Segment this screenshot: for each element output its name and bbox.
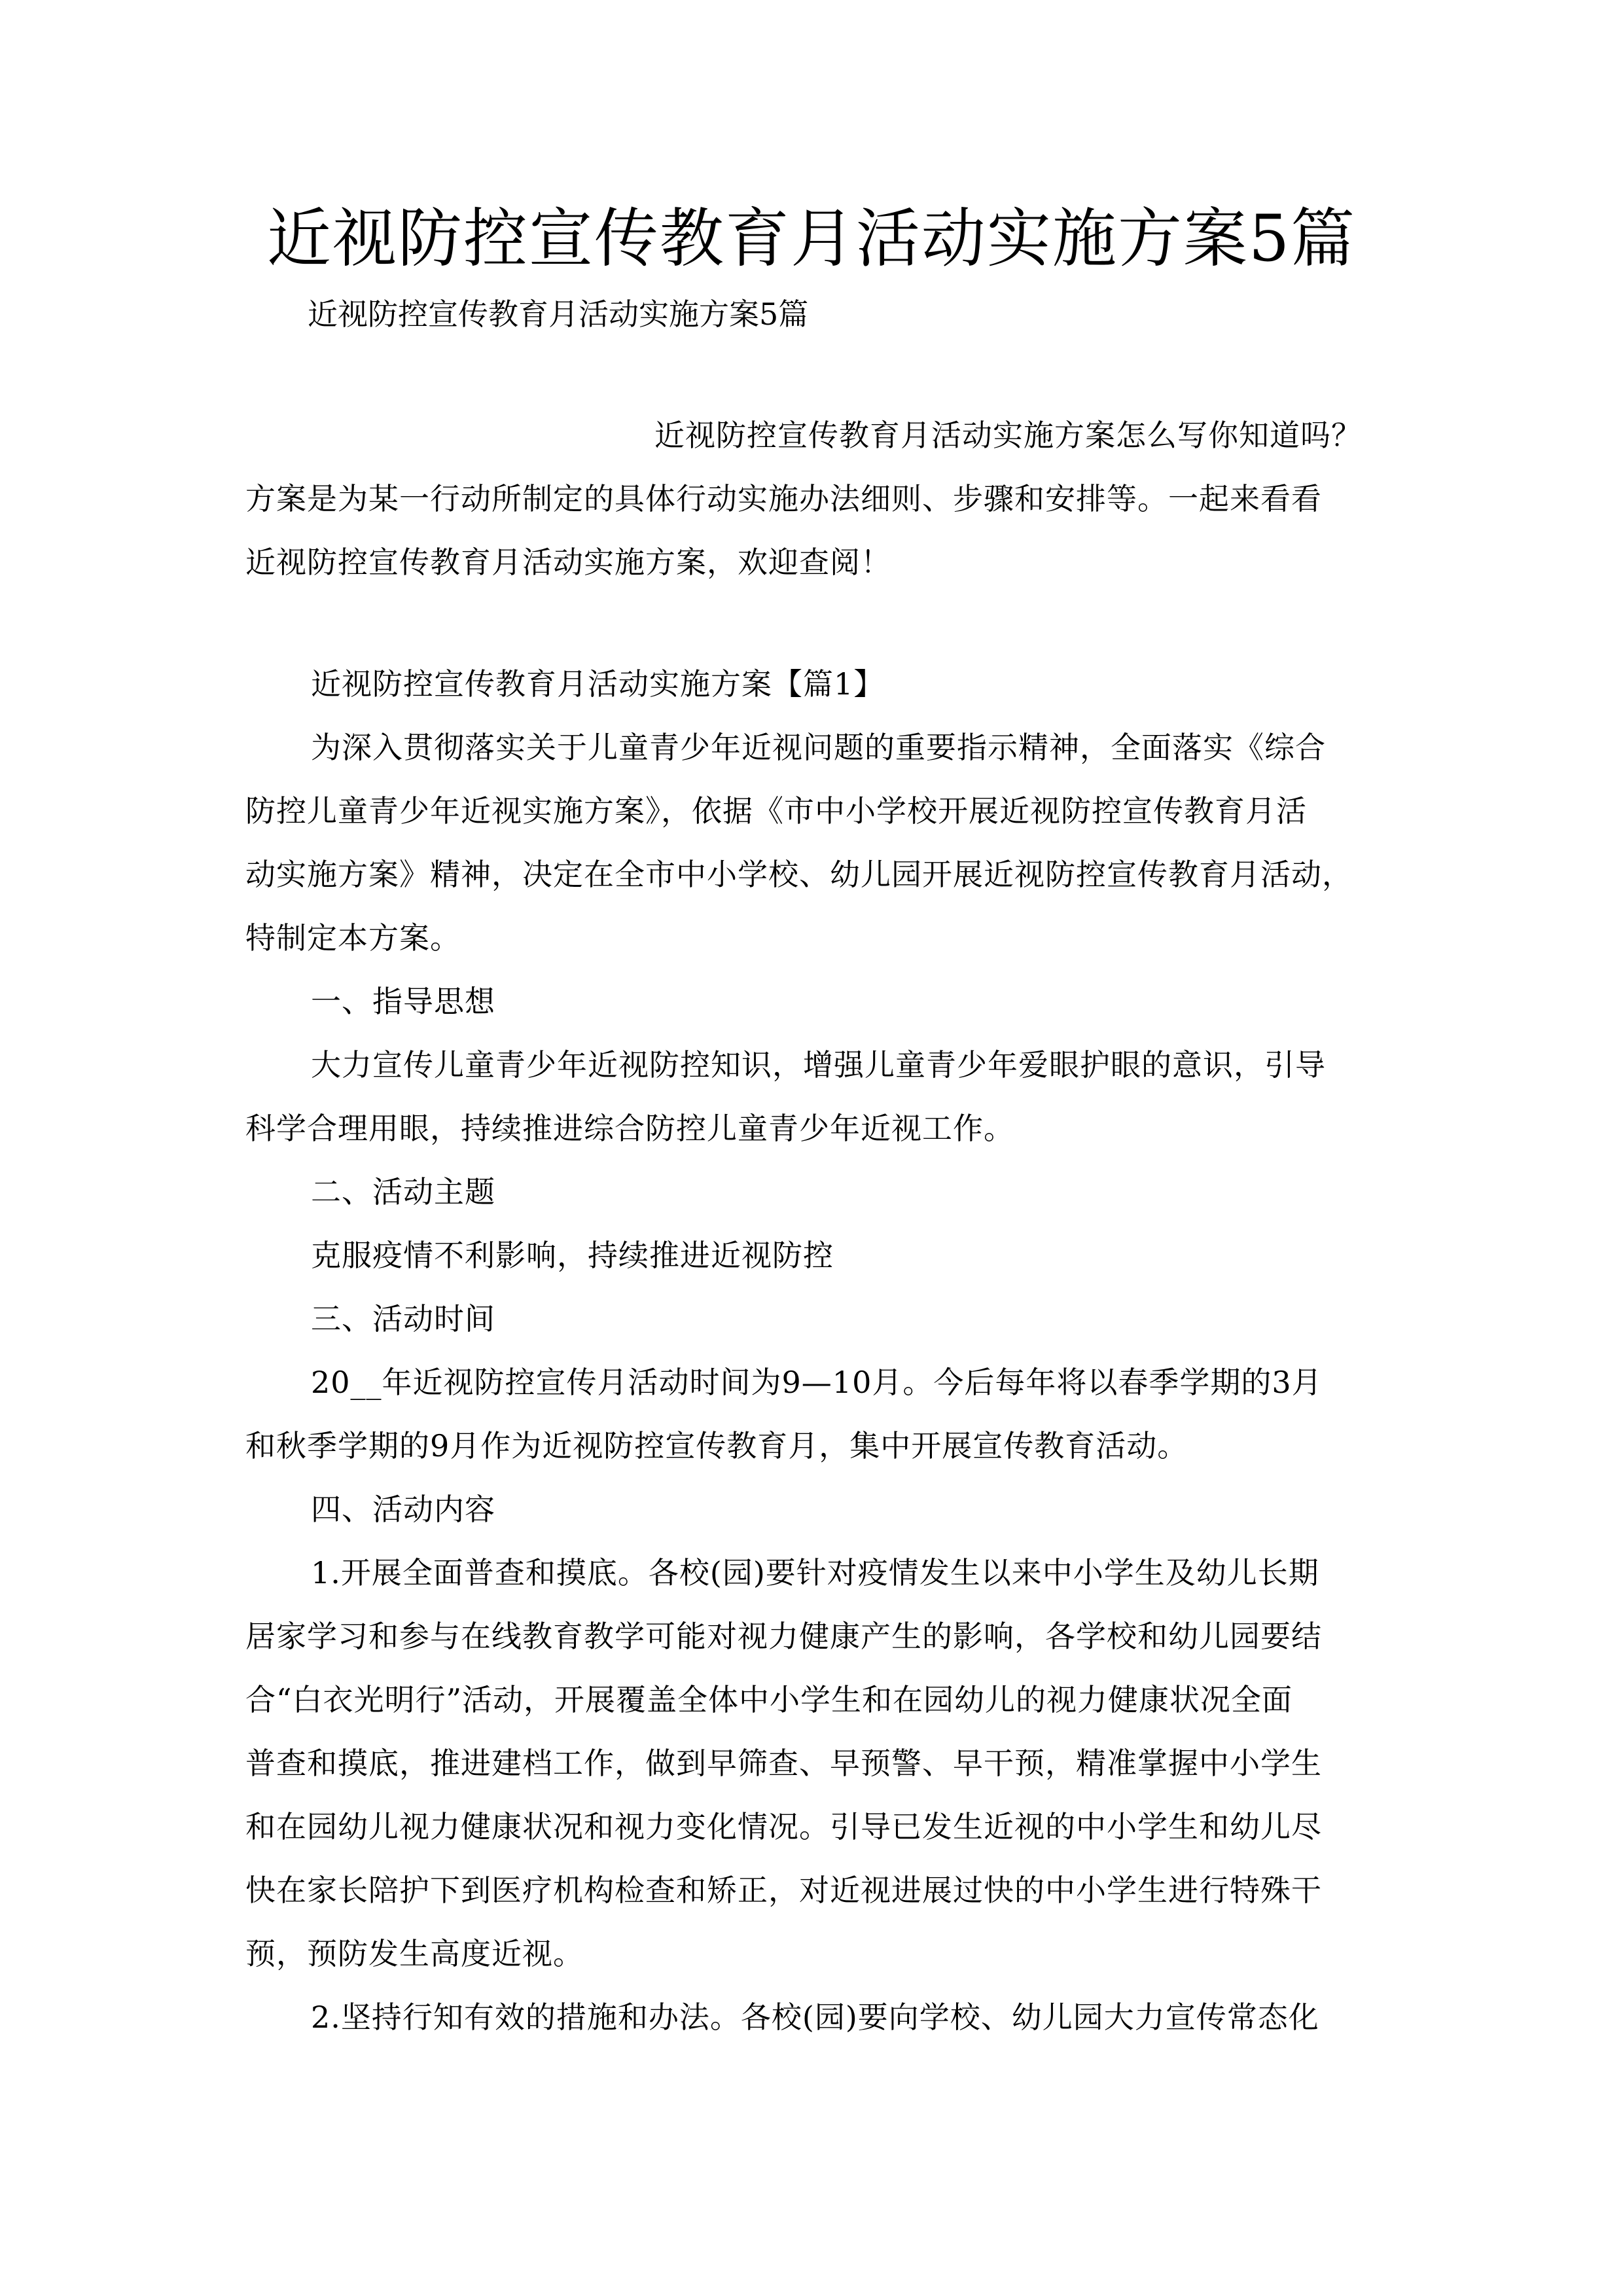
part1-paragraph: [245, 1042, 1381, 1169]
part3-paragraph: [245, 1359, 1381, 1486]
paragraph-line: 20__年近视防控宣传月活动时间为9—10月。今后每年将以春季学期的3月: [311, 1365, 1323, 1400]
paragraph-line: 普查和摸底，推进建档工作，做到早筛查、早预警、早干预，精准掌握中小学生: [245, 1746, 1322, 1781]
intro-line: 近视防控宣传教育月活动实施方案怎么写你知道吗？: [654, 418, 1362, 453]
intro-line: 方案是为某一行动所制定的具体行动实施办法细则、步骤和安排等。一起来看看: [245, 481, 1322, 516]
paragraph-line: 为深入贯彻落实关于儿童青少年近视问题的重要指示精神，全面落实《综合: [311, 730, 1326, 765]
part4-item2-paragraph: [245, 1994, 1381, 2058]
paragraph-line: 1.开展全面普查和摸底。各校(园)要针对疫情发生以来中小学生及幼儿长期: [311, 1555, 1319, 1590]
part2-heading: 二、活动主题: [311, 1174, 495, 1210]
paragraph-line: 科学合理用眼，持续推进综合防控儿童青少年近视工作。: [245, 1111, 1014, 1146]
document-title: 近视防控宣传教育月活动实施方案5篇: [266, 202, 1357, 276]
part4-heading: 四、活动内容: [311, 1492, 495, 1527]
intro-paragraph: [245, 412, 1381, 603]
paragraph-line: 大力宣传儿童青少年近视防控知识，增强儿童青少年爱眼护眼的意识，引导: [311, 1047, 1326, 1083]
paragraph-line: 克服疫情不利影响，持续推进近视防控: [311, 1238, 834, 1273]
part3-heading: 三、活动时间: [311, 1301, 495, 1336]
section-heading: 近视防控宣传教育月活动实施方案【篇1】: [311, 666, 885, 702]
paragraph-line: 快在家长陪护下到医疗机构检查和矫正，对近视进展过快的中小学生进行特殊干: [245, 1873, 1322, 1908]
intro-line: 近视防控宣传教育月活动实施方案，欢迎查阅！: [245, 545, 891, 580]
part1-heading: 一、指导思想: [311, 984, 495, 1019]
part2-paragraph: [245, 1232, 1381, 1296]
paragraph-line: 预，预防发生高度近视。: [245, 1936, 584, 1971]
paragraph-line: 居家学习和参与在线教育教学可能对视力健康产生的影响，各学校和幼儿园要结: [245, 1619, 1322, 1654]
paragraph-line: 2.坚持行知有效的措施和办法。各校(园)要向学校、幼儿园大力宣传常态化: [311, 2000, 1319, 2035]
document-subtitle: 近视防控宣传教育月活动实施方案5篇: [308, 296, 809, 332]
paragraph-line: 合“白衣光明行”活动，开展覆盖全体中小学生和在园幼儿的视力健康状况全面: [245, 1682, 1293, 1717]
preamble-paragraph: [245, 725, 1381, 978]
paragraph-line: 动实施方案》精神，决定在全市中小学校、幼儿园开展近视防控宣传教育月活动，: [245, 857, 1353, 892]
paragraph-line: 和秋季学期的9月作为近视防控宣传教育月，集中开展宣传教育活动。: [245, 1428, 1188, 1463]
part4-item1-paragraph: [245, 1550, 1381, 1994]
paragraph-line: 和在园幼儿视力健康状况和视力变化情况。引导已发生近视的中小学生和幼儿尽: [245, 1809, 1322, 1844]
paragraph-line: 特制定本方案。: [245, 920, 461, 956]
paragraph-line: 防控儿童青少年近视实施方案》，依据《市中小学校开展近视防控宣传教育月活: [245, 793, 1307, 829]
article-body: [245, 661, 1381, 2058]
